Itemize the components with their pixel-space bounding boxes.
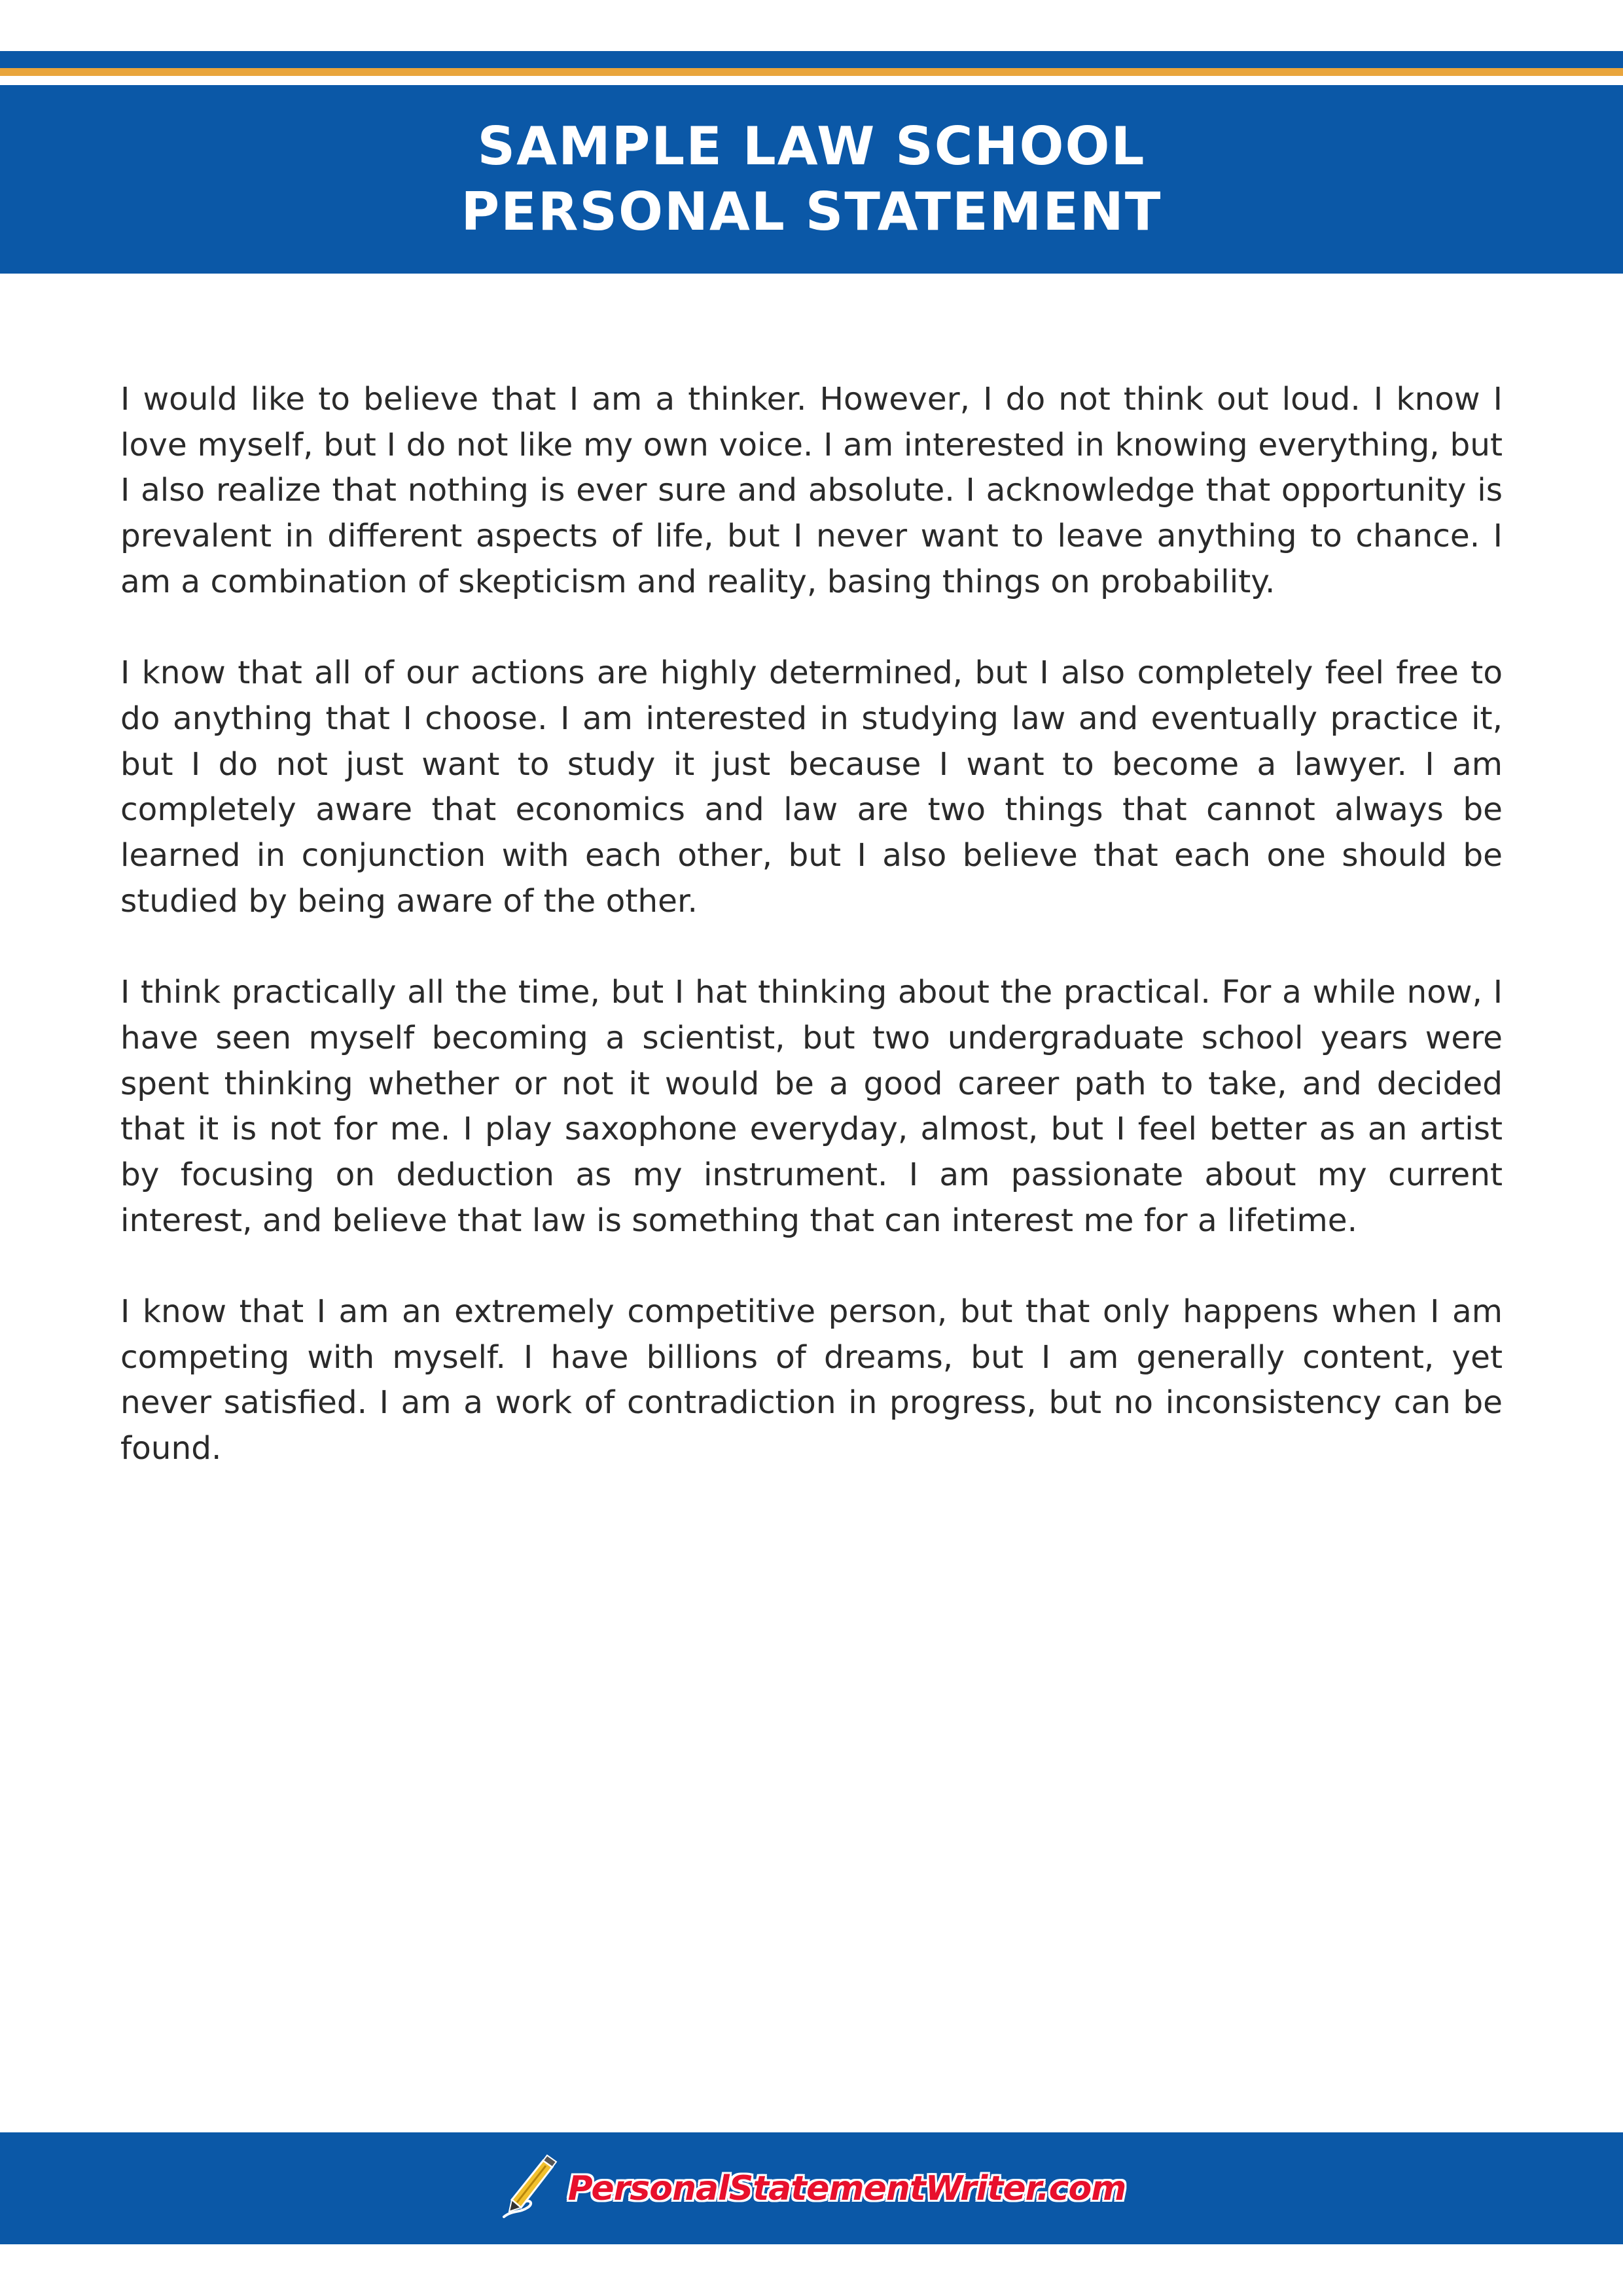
- fountain-pen-icon: [497, 2153, 560, 2225]
- footer-banner: [0, 2132, 1623, 2244]
- page-title-line-2: PERSONAL STATEMENT: [461, 181, 1162, 242]
- header-accent-stripe: [0, 68, 1623, 76]
- header-banner: [0, 85, 1623, 274]
- site-logo[interactable]: [497, 2153, 1126, 2225]
- header-top-stripe: [0, 51, 1623, 68]
- paragraph-4: I know that I am an extremely competitive person, but that only happens when I am competing with myself. I have billions of dreams, but I am generally content, yet never satisfied. I am a work of contradiction in progress, but no inconsistency can be found.: [120, 1293, 1503, 1467]
- paragraph-3: I think practically all the time, but I hat thinking about the practical. For a while now, I have seen myself becoming a scientist, but two undergraduate school years were spent thinking whether or not it would be a good career path to take, and decided that it is not for me. I play saxophone everyday, almost, but I feel better as an artist by focusing on deduction as my instrument. I am passionate about my current interest, and believe that law is something that can interest me for a lifetime.: [120, 974, 1503, 1239]
- statement-body: [120, 377, 1503, 1518]
- logo-text: PersonalStatementWriter.com: [567, 2168, 1126, 2208]
- paragraph-2: I know that all of our actions are highly determined, but I also completely feel free to do anything that I choose. I am interested in studying law and eventually practice it, but I do not just want to study it just because I want to become a lawyer. I am completely aware that economics and law are two things that cannot always be learned in conjunction with each other, but I also believe that each one should be studied by being aware of the other.: [120, 655, 1503, 920]
- page-title-line-1: SAMPLE LAW SCHOOL: [477, 116, 1146, 177]
- paragraph-1: I would like to believe that I am a thinker. However, I do not think out loud. I know I love myself, but I do not like my own voice. I am interested in knowing everything, but I also realize that nothing is ever sure and absolute. I acknowledge that opportunity is prevalent in different aspects of life, but I never want to leave anything to chance. I am a combination of skepticism and reality, basing things on probability.: [120, 381, 1503, 600]
